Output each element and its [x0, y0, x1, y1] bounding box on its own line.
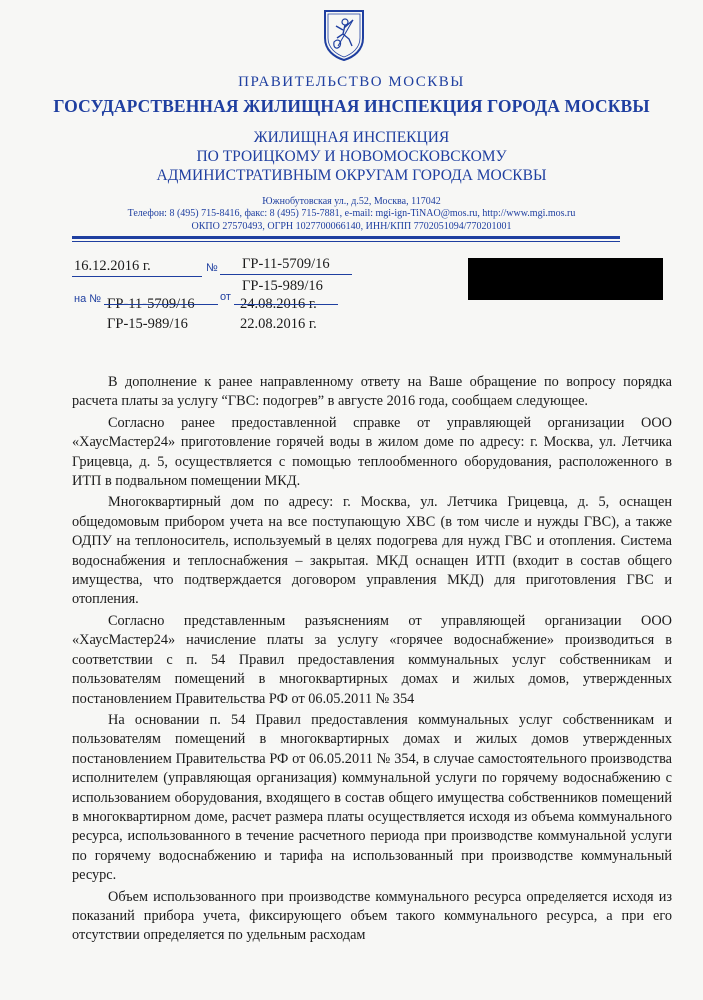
- header-divider-thin: [72, 241, 620, 242]
- department-title: [0, 128, 703, 185]
- number-label: №: [206, 262, 218, 274]
- reference-label: на №: [74, 293, 102, 305]
- moscow-coat-of-arms-icon: [322, 8, 366, 62]
- registration-number: ГР-15-989/16: [242, 278, 323, 294]
- reference-date: 24.08.2016 г.: [240, 296, 317, 312]
- paragraph: Многоквартирный дом по адресу: г. Москва, ул. Летчика Грицевца, д. 5, оснащен общедомовым прибором учета на все поступающую ХВС (в том числе и нужды ГВС), а также ОДПУ на теплоноситель, используемый в целях подогрева для нужд ГВС и отопления. Система водоснабжения и теплоснабжения – закрытая. МКД оснащен ИТП (входит в состав общего имущества, что подтверждается договором управления МКД) для приготовления ГВС и отопления.: [72, 494, 672, 608]
- date-underline: [72, 276, 202, 277]
- header-divider-thick: [72, 236, 620, 239]
- reference-date: 22.08.2016 г.: [240, 316, 317, 332]
- registration-number: ГР-11-5709/16: [242, 256, 330, 272]
- department-line: ПО ТРОИЦКОМУ И НОВОМОСКОВСКОМУ: [196, 148, 507, 165]
- paragraph: Согласно представленным разъяснениям от управляющей организации ООО «ХаусМастер24» начисление платы за услугу «горячее водоснабжение» производиться в соответствии с п. 54 Правил предоставления коммунальных услуг собственникам и пользователям помещений в многоквартирных домах и жилых домов, утвержденных постановлением Правительства РФ от 06.05.2011 № 354: [72, 612, 672, 707]
- reference-from-label: от: [220, 291, 231, 303]
- codes-line: ОКПО 27570493, ОГРН 1027700066140, ИНН/КПП 7702051094/770201001: [191, 221, 512, 232]
- number-underline: [220, 274, 352, 275]
- registration-date: 16.12.2016 г.: [74, 258, 151, 274]
- department-line: АДМИНИСТРАТИВНЫМ ОКРУГАМ ГОРОДА МОСКВЫ: [156, 167, 547, 184]
- paragraph: Объем использованного при производстве коммунального ресурса определяется исходя из показаний прибора учета, фиксирующего объем такого коммунального ресурса, а при его отсутствии определяется по удельным расходам: [72, 888, 672, 944]
- paragraph: Согласно ранее предоставленной справке от управляющей организации ООО «ХаусМастер24» приготовление горячей воды в жилом доме по адресу: г. Москва, ул. Летчика Грицевца, д. 5, осуществляется с помощью теплообменного оборудования, расположенного в ИТП в подвальном помещении МКД.: [72, 414, 672, 490]
- reference-number: ГР-11-5709/16: [107, 296, 195, 312]
- inspection-title: ГОСУДАРСТВЕННАЯ ЖИЛИЩНАЯ ИНСПЕКЦИЯ ГОРОДА МОСКВЫ: [53, 96, 650, 116]
- reference-strikeline: [104, 304, 218, 305]
- paragraph: На основании п. 54 Правил предоставления коммунальных услуг собственникам и пользователям помещений в многоквартирных домах и жилых домов утвержденных постановлением Правительства РФ от 06.05.2011 № 354, в случае самостоятельного производства исполнителем (управляющая организация) коммунальной услуги по горячему водоснабжению с использованием оборудования, входящего в состав общего имущества собственников помещений в многоквартирном доме, расчет размера платы осуществляется исходя из объема коммунального ресурса, использованного в течение расчетного периода при производстве коммунальной услуги по горячему водоснабжению и тарифа на использованный при производстве коммунальный ресурс.: [72, 711, 672, 884]
- redacted-recipient: [468, 258, 663, 300]
- reference-date-strikeline: [234, 304, 338, 305]
- department-line: ЖИЛИЩНАЯ ИНСПЕКЦИЯ: [253, 129, 450, 146]
- paragraph: В дополнение к ранее направленному ответу на Ваше обращение по вопросу порядка расчета платы за услугу “ГВС: подогрев” в августе 2016 года, сообщаем следующее.: [72, 374, 672, 410]
- government-title: ПРАВИТЕЛЬСТВО МОСКВЫ: [238, 74, 465, 90]
- reference-number: ГР-15-989/16: [107, 316, 188, 332]
- contacts-line: Телефон: 8 (495) 715-8416, факс: 8 (495) 715-7881, e-mail: mgi-ign-TiNAO@mos.ru, http://www.mgi.mos.ru: [127, 208, 576, 219]
- address-line: Южнобутовская ул., д.52, Москва, 117042: [262, 196, 441, 207]
- letter-body: [72, 373, 672, 948]
